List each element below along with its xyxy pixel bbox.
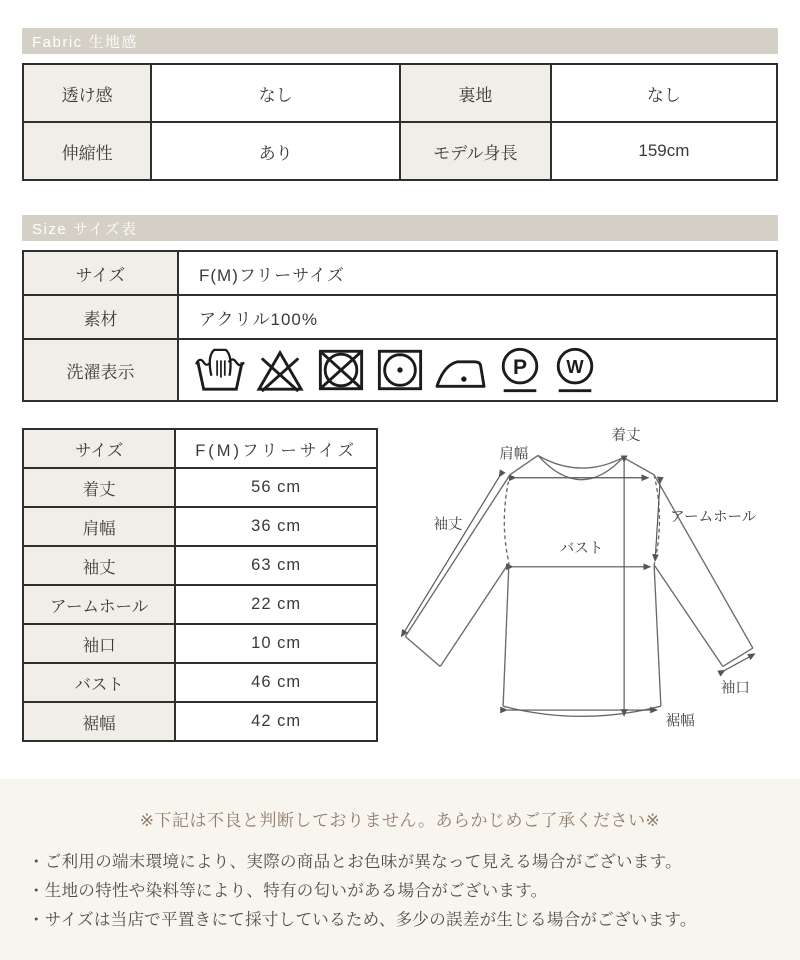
measurement-arrows bbox=[401, 462, 754, 716]
measure-label-bust: バスト bbox=[23, 663, 175, 702]
measure-label-hem: 裾幅 bbox=[23, 702, 175, 741]
size-table bbox=[22, 250, 778, 402]
table-row bbox=[23, 295, 777, 339]
material-label: 素材 bbox=[23, 295, 178, 339]
table-row bbox=[23, 251, 777, 295]
care-symbols bbox=[179, 344, 776, 396]
measure-value-length: 56 cm bbox=[175, 468, 377, 507]
measurements-table bbox=[22, 428, 378, 742]
fabric-value-stretch: あり bbox=[151, 122, 400, 180]
table-row bbox=[23, 64, 777, 122]
fabric-value-model-height: 159cm bbox=[551, 122, 777, 180]
size-section bbox=[22, 215, 778, 402]
measure-header-value: F(M)フリーサイズ bbox=[175, 429, 377, 468]
notes-item-size-error: ・サイズは当店で平置きにて採寸しているため、多少の誤差が生じる場合がございます。 bbox=[28, 911, 697, 929]
fabric-section-header: Fabric 生地感 bbox=[22, 28, 778, 54]
iron-low-icon bbox=[433, 346, 489, 394]
measure-header-label: サイズ bbox=[23, 429, 175, 468]
table-row bbox=[23, 702, 377, 741]
fabric-value-lining: なし bbox=[551, 64, 777, 122]
diagram-label-length: 着丈 bbox=[611, 427, 641, 444]
table-row bbox=[23, 663, 377, 702]
measure-label-cuff: 袖口 bbox=[23, 624, 175, 663]
table-row bbox=[23, 585, 377, 624]
measure-label-length: 着丈 bbox=[23, 468, 175, 507]
table-row bbox=[23, 468, 377, 507]
fabric-label-stretch: 伸縮性 bbox=[23, 122, 151, 180]
diagram-label-sleeve: 袖丈 bbox=[433, 517, 463, 534]
measure-label-sleeve: 袖丈 bbox=[23, 546, 175, 585]
table-row bbox=[23, 624, 377, 663]
table-row bbox=[23, 339, 777, 401]
measure-value-hem: 42 cm bbox=[175, 702, 377, 741]
measure-label-shoulder: 肩幅 bbox=[23, 507, 175, 546]
fabric-value-sheer: なし bbox=[151, 64, 400, 122]
fabric-table bbox=[22, 63, 778, 181]
diagram-label-bust: バスト bbox=[559, 541, 604, 558]
size-section-header: Size サイズ表 bbox=[22, 215, 778, 241]
tumble-dry-low-heat-icon bbox=[374, 346, 426, 394]
measure-value-bust: 46 cm bbox=[175, 663, 377, 702]
table-row bbox=[23, 429, 377, 468]
notes-section bbox=[0, 779, 800, 960]
material-value: アクリル100% bbox=[178, 295, 777, 339]
fabric-label-model-height: モデル身長 bbox=[400, 122, 551, 180]
measure-value-shoulder: 36 cm bbox=[175, 507, 377, 546]
diagram-label-armhole: アームホール bbox=[670, 509, 757, 526]
measure-label-armhole: アームホール bbox=[23, 585, 175, 624]
do-not-bleach-icon bbox=[254, 346, 308, 394]
fabric-label-sheer: 透け感 bbox=[23, 64, 151, 122]
fabric-label-lining: 裏地 bbox=[400, 64, 551, 122]
measure-value-cuff: 10 cm bbox=[175, 624, 377, 663]
notes-heading: ※下記は不良と判断しておりません。あらかじめご了承ください※ bbox=[139, 811, 661, 830]
measure-value-armhole: 22 cm bbox=[175, 585, 377, 624]
table-row bbox=[23, 507, 377, 546]
measurements-section bbox=[22, 428, 778, 763]
diagram-label-cuff: 袖口 bbox=[720, 680, 750, 697]
care-label: 洗濯表示 bbox=[23, 339, 178, 401]
table-row bbox=[23, 122, 777, 180]
garment-outline bbox=[405, 455, 752, 716]
size-label: サイズ bbox=[23, 251, 178, 295]
dry-clean-P-gentle-icon bbox=[496, 346, 544, 394]
diagram-label-shoulder: 肩幅 bbox=[499, 446, 529, 463]
table-row bbox=[23, 546, 377, 585]
measure-value-sleeve: 63 cm bbox=[175, 546, 377, 585]
notes-item-smell: ・生地の特性や染料等により、特有の匂いがある場合がございます。 bbox=[28, 882, 548, 900]
diagram-label-hem: 裾幅 bbox=[665, 713, 695, 730]
garment-measurement-diagram bbox=[386, 418, 778, 763]
svg-text:W: W bbox=[566, 355, 584, 377]
svg-text:P: P bbox=[512, 355, 528, 379]
wet-clean-W-gentle-icon bbox=[551, 346, 599, 394]
do-not-tumble-dry-icon bbox=[315, 346, 367, 394]
size-value: F(M)フリーサイズ bbox=[178, 251, 777, 295]
notes-item-color: ・ご利用の端末環境により、実際の商品とお色味が異なって見える場合がございます。 bbox=[28, 853, 682, 871]
hand-wash-icon bbox=[193, 346, 247, 394]
